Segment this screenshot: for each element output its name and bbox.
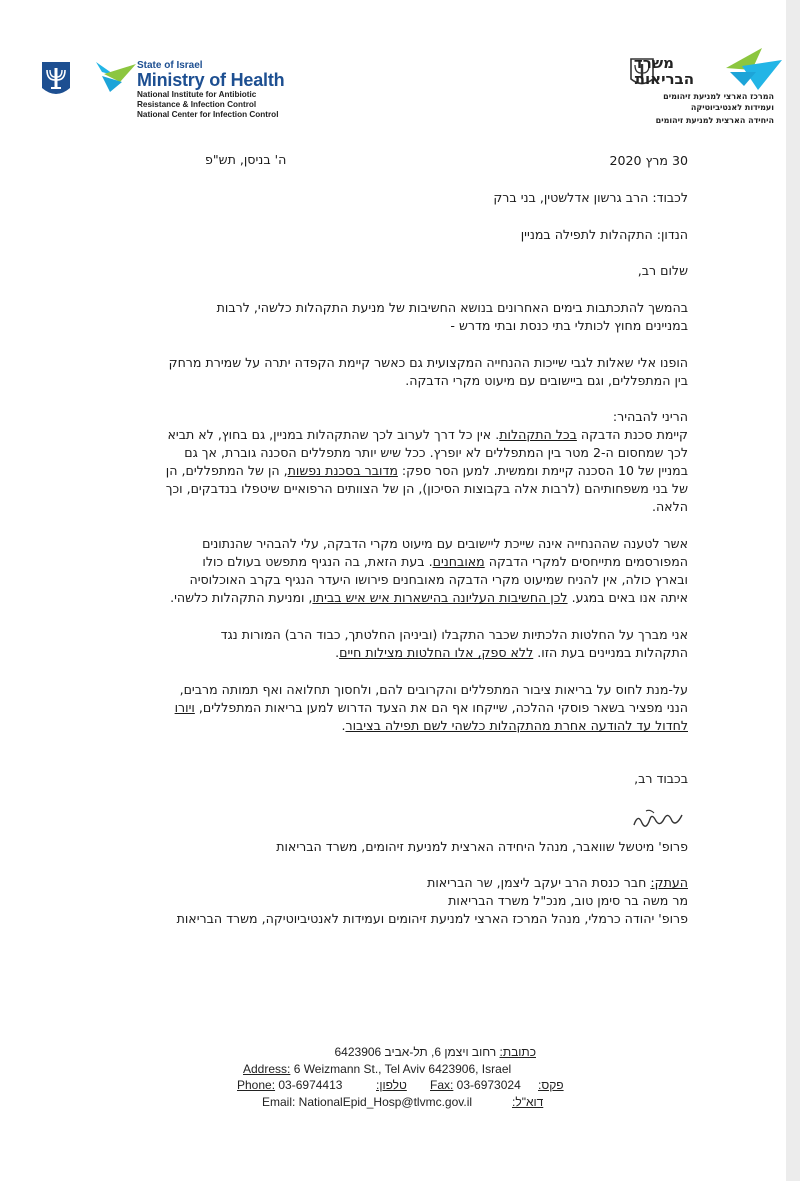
paragraph-4-line-3: ובארץ כולה, אין להניח שמיעוט מקרי הדבקה מאובחנים פירושו היעדר הנגיף בקרב האוכלוסיה (189, 572, 688, 587)
ministry-name-block (137, 60, 284, 120)
signer-name: פרופ' מיטשל שוואבר, מנהל היחידה הארצית למניעת זיהומים, משרד הבריאות (276, 839, 688, 854)
paragraph-1-line-2: במניינים מחוץ לכותלי בתי כנסת ובתי מדרש - (450, 318, 688, 333)
ministry-title: Ministry of Health (137, 70, 285, 90)
paragraph-3-line-2: לכך שמחסום ה-2 מטר בין המתפללים לא יופרץ. ככל שיש יותר מתפללים הסכנה גוברת, אך גם (184, 445, 688, 460)
subject-line: הנדון: התקהלות לתפילה במניין (520, 227, 688, 242)
ministry-logo-icon (92, 60, 138, 94)
paragraph-4-line-2: המפורסמים מתייחסים למקרי הדבקה מאובחנים. בעת הזאת, בה הנגיף מתפשט בעולם כולו (202, 554, 688, 569)
cc-line-3: פרופ' יהודה כרמלי, מנהל המרכז הארצי למניעת זיהומים ועמידות לאנטיביוטיקה, משרד הבריאות (176, 911, 688, 926)
handwritten-signature (628, 805, 686, 833)
paragraph-4-line-1: אשר לטענה שההנחייה אינה שייכת ליישובים עם מיעוט מקרי הדבקה, עלי להבהיר שהנתונים (202, 536, 688, 551)
paragraph-3-line-1: קיימת סכנת הדבקה בכל התקהלות. אין כל דרך לערוב לכך שהתקהלות במניין, גם בחוץ, לא תביא (167, 427, 688, 442)
paragraph-6-line-1: על-מנת לחוס על בריאות ציבור המתפללים והקרובים להם, ולחסוך תחלואה ואף תמותה מרבים, (179, 682, 688, 697)
paragraph-4-line-4: איתה אנו באים במגע. לכן החשיבות העליונה בהישארות איש איש בביתו, ומניעת התקהלות כלשהי. (170, 590, 688, 605)
footer-email-hebrew-label: דוא"ל: (512, 1095, 544, 1109)
paragraph-3-line-3: במניין של 10 הסכנה קיימת וממשית. למען הסר ספק: מדובר בסכנת נפשות, הן של המתפללים, הן (165, 463, 688, 478)
paragraph-3-line-5: הלאה. (651, 499, 688, 514)
ministry-title-heb-2: הבריאות (634, 70, 694, 88)
state-emblem-icon (40, 60, 72, 100)
ministry-title-heb-1: משרד (633, 54, 674, 72)
cc-line-2: מר משה בר סימן טוב, מנכ"ל משרד הבריאות (448, 893, 688, 908)
paragraph-6-line-3: לחדול עד להודעה אחרת מהתקהלות כלשהי לשם תפילה בציבור. (341, 718, 688, 733)
footer-fax: Fax: 03-6973024 (430, 1078, 521, 1092)
ministry-logo-right-icon (722, 46, 784, 92)
date-gregorian: 30 מרץ 2020 (609, 153, 688, 168)
paragraph-3-intro: הריני להבהיר: (612, 409, 688, 424)
greeting: שלום רב, (637, 263, 688, 278)
unit-name: היחידה הארצית למניעת זיהומים (655, 116, 774, 125)
footer-address-hebrew: כתובת: רחוב ויצמן 6, תל-אביב 6423906 (334, 1045, 536, 1059)
center-name-line-2: ועמידות לאנטיביוטיקה (690, 103, 774, 112)
institute-line-1: National Institute for Antibiotic (137, 90, 257, 99)
paragraph-3-line-4: של בני משפחותיהם (לרבות אלה בקבוצות הסיכון), הן של הצוותים הרפואיים שיטפלו בנדבקים, וכך (165, 481, 688, 496)
footer-phone-hebrew-label: טלפון: (376, 1078, 407, 1092)
footer-address: Address: 6 Weizmann St., Tel Aviv 6423906, Israel (243, 1062, 512, 1076)
closing: בכבוד רב, (634, 771, 688, 786)
paragraph-5-line-1: אני מברך על החלטות הלכתיות שכבר התקבלו (וביניהן החלטתך, כבוד הרב) המורות נגד (220, 627, 688, 642)
footer-phone: Phone: 03-6974413 (237, 1078, 343, 1092)
date-hebrew: ה' בניסן, תש"פ (205, 152, 287, 167)
institute-line-2: Resistance & Infection Control (137, 100, 257, 109)
paragraph-5-line-2: התקהלות במניינים בעת הזו. ללא ספק, אלו החלטות מצילות חיים. (335, 645, 688, 660)
paragraph-2-line-1: הופנו אלי שאלות לגבי שייכות ההנחייה המקצועית גם כאשר קיימת הקפדה יתרה על שמירת מרחק (168, 355, 688, 370)
addressee: לכבוד: הרב גרשון אדלשטין, בני ברק (493, 190, 688, 205)
paragraph-6-line-2: הנני מפציר בשאר פוסקי ההלכה, שייקחו אף הם את הצעד הדרוש למען בריאות המתפללים, ויורו (174, 700, 688, 715)
center-name-line-1: המרכז הארצי למניעת זיהומים (663, 92, 774, 101)
page-edge (786, 0, 800, 1181)
state-label: State of Israel (137, 60, 203, 71)
cc-line-1: העתק: חבר כנסת הרב יעקב ליצמן, שר הבריאות (427, 875, 688, 890)
footer-email: Email: NationalEpid_Hosp@tlvmc.gov.il (262, 1095, 473, 1109)
paragraph-1-line-1: בהמשך להתכתבות בימים האחרונים בנושא החשיבות של מניעת התקהלות כלשהי, לרבות (216, 300, 688, 315)
paragraph-2-line-2: בין המתפללים, וגם ביישובים עם מיעוט מקרי הדבקה. (405, 373, 688, 388)
footer-fax-hebrew-label: פקס: (538, 1078, 564, 1092)
institute-line-3: National Center for Infection Control (137, 110, 279, 119)
